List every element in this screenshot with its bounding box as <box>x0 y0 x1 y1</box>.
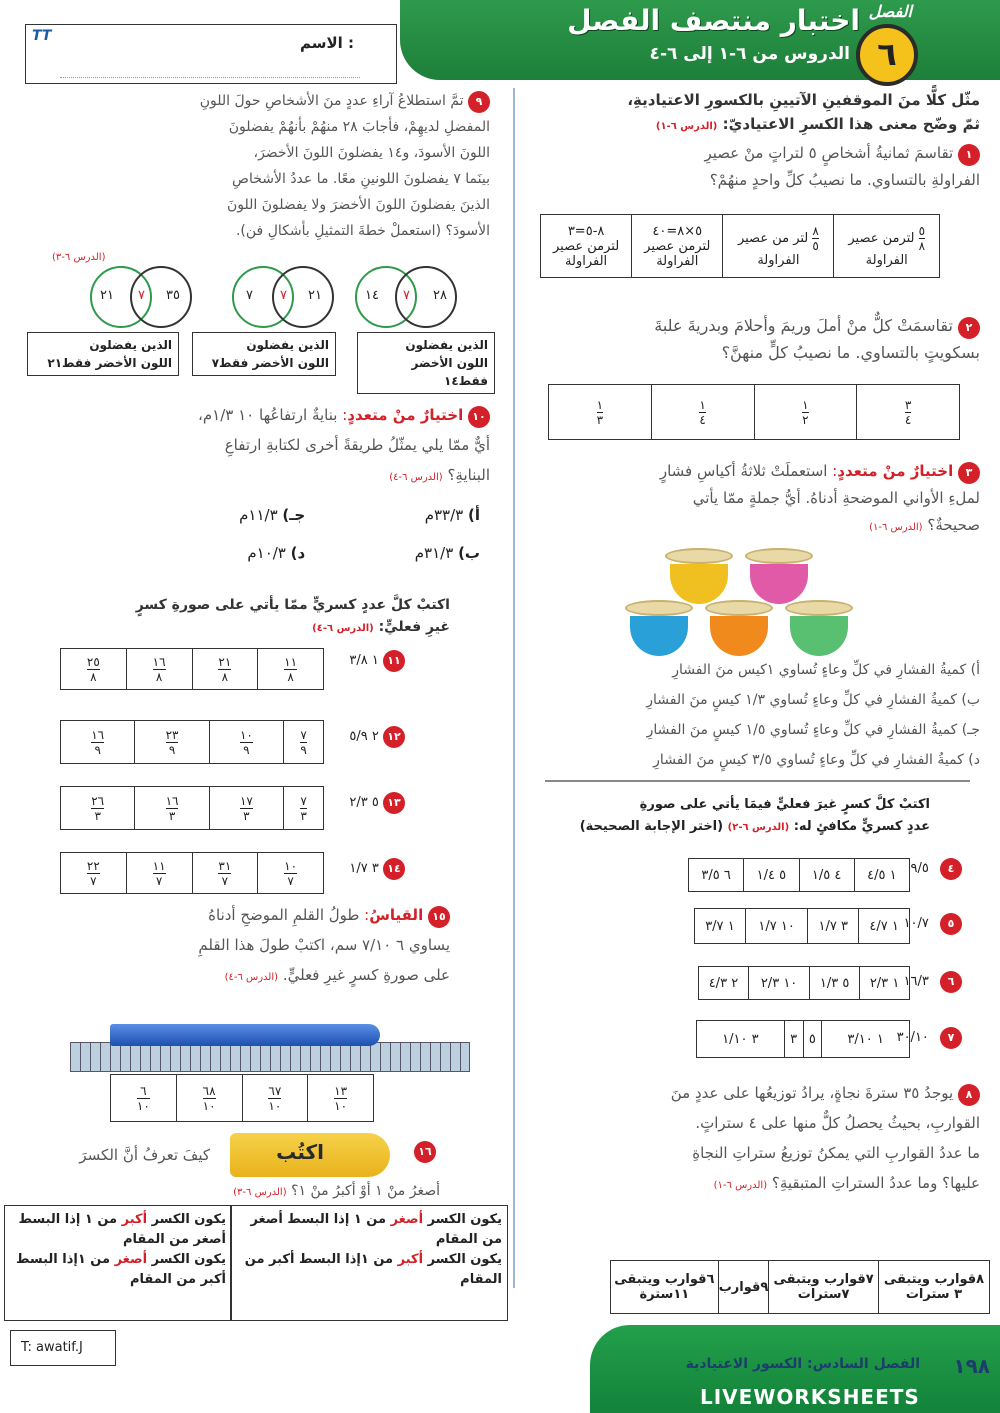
q5-options <box>694 908 910 944</box>
q8-option[interactable]: ٩قوارب <box>718 1261 769 1314</box>
q2-option[interactable]: $\frac{١}{٢}$ <box>754 385 857 440</box>
q14-option[interactable]: $\frac{١٠}{٧}$ <box>258 853 324 894</box>
q6-option[interactable]: ١٠ ٢/٣ <box>748 967 809 1000</box>
q11-option[interactable]: $\frac{٢٥}{٨}$ <box>61 649 127 690</box>
ruler <box>70 1042 470 1072</box>
q13-option[interactable]: $\frac{١٧}{٣}$ <box>209 787 283 830</box>
q4-options <box>688 858 910 892</box>
q12-option[interactable]: $\frac{١٠}{٩}$ <box>209 721 283 764</box>
q16-number: ١٦ <box>414 1140 436 1163</box>
q11-option[interactable]: $\frac{١٦}{٨}$ <box>126 649 192 690</box>
q1-options <box>540 214 940 278</box>
q4-option[interactable]: ١ ٤/٥ <box>854 859 909 892</box>
q5-option[interactable]: ١ ٤/٧ <box>859 909 910 944</box>
question-15: ١٥ القياسُ: طولُ القلمِ الموضحِ أدناهُ يساوي ٦ ٧/١٠ سم، اكتبْ طولَ هذا القلمِ على صورةِ كسرٍ غيرِ فعليٍّ. (الدرس ٦-٤) <box>198 906 450 984</box>
q1-option[interactable]: ٨-٥=٣ لترمن عصير الفراولة <box>541 215 632 278</box>
q15-options <box>110 1074 374 1122</box>
q10-choice[interactable]: د) ١٠/٣م <box>247 544 306 562</box>
question-number: ٩ <box>468 91 490 113</box>
q10-choice[interactable]: جـ) ١١/٣م <box>239 506 306 524</box>
q13-option[interactable]: $\frac{٢٦}{٣}$ <box>61 787 135 830</box>
q15-option[interactable]: $\frac{٦}{١٠}$ <box>111 1075 177 1122</box>
page-title: اختبار منتصف الفصل <box>567 4 860 37</box>
q8-options <box>610 1260 990 1314</box>
brand-logo: LIVEWORKSHEETS <box>700 1385 920 1409</box>
question-8: ٨ يوجدُ ٣٥ سترةَ نجاةٍ، يرادُ توزيعُها على عددٍ منَ القواربِ، بحيثُ يحصلُ كلٌّ منها على ٤ ستراتٍ. ما عددُ القواربِ التي يمكنُ توزيعُ ستراتِ النجاةِ عليها؟ وما عددُ الستراتِ المتبقيةِ؟ (الدرس ٦-١) <box>670 1084 980 1192</box>
q13-option[interactable]: $\frac{١٦}{٣}$ <box>135 787 209 830</box>
chapter-label: الفصل <box>868 2 912 21</box>
separator <box>545 780 970 782</box>
q1-option[interactable]: ٥×٨=٤٠ لترمن عصير الفراولة <box>632 215 723 278</box>
q11-option[interactable]: $\frac{٢١}{٨}$ <box>192 649 258 690</box>
q6-option[interactable]: ٥ ١/٣ <box>810 967 860 1000</box>
q3-choices <box>510 655 980 775</box>
question-3: ٣ اختيارٌ منْ متعددٍ: استعملَتْ ثلاثةُ أكياسِ فشارٍ لملءِ الأواني الموضحةِ أدناهُ. أيُّ جملةٍ ممّا يأتي صحيحةٌ؟ (الدرس ٦-١) <box>659 462 980 534</box>
q11-row: ١١ ١ ٣/٨ <box>325 650 405 672</box>
q12-row: ١٢ ٢ ٥/٩ <box>325 726 405 748</box>
q14-option[interactable]: $\frac{٢٢}{٧}$ <box>61 853 127 894</box>
q4-option[interactable]: ٥ ١/٤ <box>744 859 799 892</box>
question-number: ١ <box>958 144 980 166</box>
question-number: ٣ <box>958 462 980 484</box>
q15-option[interactable]: $\frac{٦٨}{١٠}$ <box>176 1075 242 1122</box>
q5-row: ٥ ١٠/٧ <box>642 912 962 935</box>
q5-option[interactable]: ١ ٣/٧ <box>695 909 746 944</box>
q8-option[interactable]: ٨قوارب ويتبقى ٣ سترات <box>878 1261 989 1314</box>
q6-row: ٦ ١٦/٣ <box>642 970 962 993</box>
q1-option[interactable]: $\frac{٥}{٨}$ لترمن عصير الفراولة <box>834 215 940 278</box>
footer-chapter: الفصل السادس: الكسور الاعتيادية <box>685 1356 920 1372</box>
teacher-name: T: awatif.J <box>10 1330 116 1366</box>
q8-option[interactable]: ٦قوارب ويتبقى ١١سترة <box>611 1261 719 1314</box>
q5-option[interactable]: ٣ ١/٧ <box>808 909 859 944</box>
q9-answer-box[interactable]: الذين يفضلون اللون الأخضر فقط٧ <box>192 332 336 376</box>
q7-option[interactable]: ٣ ١/١٠ <box>697 1021 785 1058</box>
q3-choice[interactable]: أ) كميةُ الفشارِ في كلِّ وعاءٍ تُساوي ١كيس منَ الفشارِ <box>672 662 980 678</box>
q14-option[interactable]: $\frac{١١}{٧}$ <box>126 853 192 894</box>
q10-choices <box>100 496 480 572</box>
q4-option[interactable]: ٤ ١/٥ <box>799 859 854 892</box>
question-number: ٢ <box>958 317 980 339</box>
q14-options <box>60 852 324 894</box>
question-number: ٨ <box>958 1084 980 1106</box>
q7-option[interactable]: ١ ٣/١٠ <box>822 1021 910 1058</box>
question-number: ١٥ <box>428 906 450 928</box>
q3-choice[interactable]: ب) كميةُ الفشارِ في كلِّ وعاءٍ تُساوي ١/٣ كيسٍ منَ الفشارِ <box>646 692 980 708</box>
page-subtitle: الدروس من ٦-١ إلى ٦-٤ <box>649 44 850 64</box>
q6-option[interactable]: ١ ٢/٣ <box>860 967 910 1000</box>
bowl-image <box>625 600 693 656</box>
bowl-image <box>705 600 773 656</box>
section-2-instructions: اكتبْ كلَّ كسرٍ غيرَ فعليٍّ فيمَا يأتي على صورةِ عددٍ كسريٍّ مكافئٍ له: (الدرس ٦-٢) (اختر الإجابة الصحيحة) <box>579 797 930 834</box>
q16-answer-a[interactable]: يكون الكسر أصغر من ١ إذا البسط أصغر من المقام يكون الكسر أكبر من ١إذا البسط أكبر من المقام <box>244 1212 502 1287</box>
q4-row: ٤ ٩/٥ <box>682 857 962 880</box>
q7-option[interactable]: ٥ <box>803 1021 822 1058</box>
bowl-image <box>785 600 853 656</box>
q16-text: كيفَ تعرفُ أنَّ الكسرَ <box>79 1146 210 1164</box>
q12-option[interactable]: $\frac{١٦}{٩}$ <box>61 721 135 764</box>
question-1: ١ تقاسمَ ثمانيةُ أشخاصٍ ٥ لتراتٍ منْ عصيرِ الفراولةِ بالتساوي. ما نصيبُ كلِّ واحدٍ منهُمْ؟ <box>704 144 980 189</box>
q5-option[interactable]: ١٠ ١/٧ <box>745 909 807 944</box>
chapter-number: ٦ <box>856 24 918 86</box>
write-label: اكتُب <box>276 1140 324 1164</box>
page-number: ١٩٨ <box>953 1354 990 1378</box>
venn-diagram[interactable]: ٧ ٧ ٢١ <box>232 266 342 330</box>
question-number: ١٠ <box>468 406 490 428</box>
q13-option[interactable]: $\frac{٧}{٣}$ <box>284 787 324 830</box>
q8-option[interactable]: ٧قوارب ويتبقى ٧سترات <box>769 1261 879 1314</box>
question-10: ١٠ اختيارٌ منْ متعددٍ: بنايةٌ ارتفاعُها ١٠ ١/٣م، أيٌّ ممّا يلي يمثّلُ طريقةً أخرى لكتابةِ ارتفاعِ البنايةِ؟ (الدرس ٦-٤) <box>198 406 490 484</box>
q9-ref: (الدرس ٦-٣) <box>52 252 106 263</box>
q2-option[interactable]: $\frac{٣}{٤}$ <box>857 385 960 440</box>
venn-diagram[interactable]: ١٤ ٧ ٢٨ <box>355 266 465 330</box>
q14-row: ١٤ ٣ ١/٧ <box>325 858 405 880</box>
name-input[interactable] <box>60 54 360 78</box>
q12-option[interactable]: $\frac{٢٣}{٩}$ <box>135 721 209 764</box>
bowl-image <box>665 548 733 604</box>
q10-choice[interactable]: أ) ٣٣/٣م <box>424 506 480 524</box>
q11-options <box>60 648 324 690</box>
q16-divider <box>230 1205 232 1321</box>
q16-text2: أصغرُ منْ ١ أوْ أكبرُ منْ ١؟ (الدرس ٦-٣) <box>233 1183 440 1199</box>
q13-row: ١٣ ٥ ٢/٣ <box>325 792 405 814</box>
q12-options <box>60 720 324 764</box>
section-instructions: اكتبْ كلَّ عددٍ كسريٍّ ممّا يأتي على صورةِ كسرٍ غيرِ فعليٍّ: (الدرس ٦-٤) <box>135 597 450 635</box>
q10-choice[interactable]: ب) ٣١/٣م <box>414 544 480 562</box>
pen-image <box>110 1024 380 1046</box>
q1-option[interactable]: $\frac{٨}{٥}$ لتر من عصير الفراولة <box>723 215 834 278</box>
bowl-image <box>745 548 813 604</box>
q11-option[interactable]: $\frac{١١}{٨}$ <box>258 649 324 690</box>
q12-option[interactable]: $\frac{٧}{٩}$ <box>284 721 324 764</box>
q7-option[interactable]: ٣ <box>784 1021 803 1058</box>
q6-options <box>698 966 910 1000</box>
q7-row: ٧ ٣٠/١٠ <box>642 1026 962 1049</box>
q6-option[interactable]: ٢ ٤/٣ <box>699 967 749 1000</box>
q15-option[interactable]: $\frac{٦٧}{١٠}$ <box>242 1075 308 1122</box>
q7-options <box>696 1020 910 1058</box>
q3-choice[interactable]: جـ) كميةُ الفشارِ في كلِّ وعاءٍ تُساوي ١/٥ كيسٍ منَ الفشارِ <box>646 722 980 738</box>
q9-answer-box[interactable]: الذين يفضلون اللون الأخضر فقط١٤ <box>357 332 495 394</box>
intro: مثّل كلًّا منَ الموقفينِ الآتيينِ بالكسورِ الاعتياديةِ، ثمّ وضّح معنى هذا الكسرِ الاعتياديّ: (الدرس ٦-١) <box>627 91 980 133</box>
q16-answer-b[interactable]: يكون الكسر أكبر من ١ إذا البسط أصغر من المقام يكون الكسر أصغر من ١إذا البسط أكبر من المقام <box>15 1212 226 1287</box>
q13-options <box>60 786 324 830</box>
venn-diagram[interactable]: ٢١ ٧ ٣٥ <box>90 266 200 330</box>
question-9: ٩ تمَّ استطلاعُ آراءِ عددٍ منَ الأشخاصِ حولَ اللونِ المفضلِ لديهِمْ، فأجابَ ٢٨ منهُمْ بأنهُمْ يفضلونَ اللونَ الأسودَ، و١٤ يفضلونَ اللونَ الأخضرَ، بينَما ٧ يفضلونَ اللونينِ معًا. ما عددُ الأشخاصِ الذينَ يفضلونَ اللونَ الأخضرَ ولا يفضلونَ اللونَ الأسودَ؟ (استعملْ خطةَ التمثيلِ بأشكالِ فن). <box>199 93 490 239</box>
q3-choice[interactable]: د) كميةُ الفشارِ في كلِّ وعاءٍ تُساوي ٣/٥ كيسٍ منَ الفشارِ <box>653 752 980 768</box>
q14-option[interactable]: $\frac{٣١}{٧}$ <box>192 853 258 894</box>
name-label: الاسم : <box>300 34 355 52</box>
logo: TT <box>32 28 52 44</box>
q15-option[interactable]: $\frac{١٣}{١٠}$ <box>308 1075 374 1122</box>
q2-option[interactable]: $\frac{١}{٣}$ <box>549 385 652 440</box>
q9-answer-box[interactable]: الذين يفضلون اللون الأخضر فقط٢١ <box>27 332 179 376</box>
q4-option[interactable]: ٦ ٣/٥ <box>689 859 744 892</box>
q2-options <box>548 384 960 440</box>
question-2: ٢ تقاسمَتْ كلٌّ منْ أملَ وريمَ وأحلامَ وبدريةَ علبةَ بسكويتٍ بالتساوي. ما نصيبُ كلٍّ منهنَّ؟ <box>654 316 980 362</box>
q2-option[interactable]: $\frac{١}{٤}$ <box>651 385 754 440</box>
